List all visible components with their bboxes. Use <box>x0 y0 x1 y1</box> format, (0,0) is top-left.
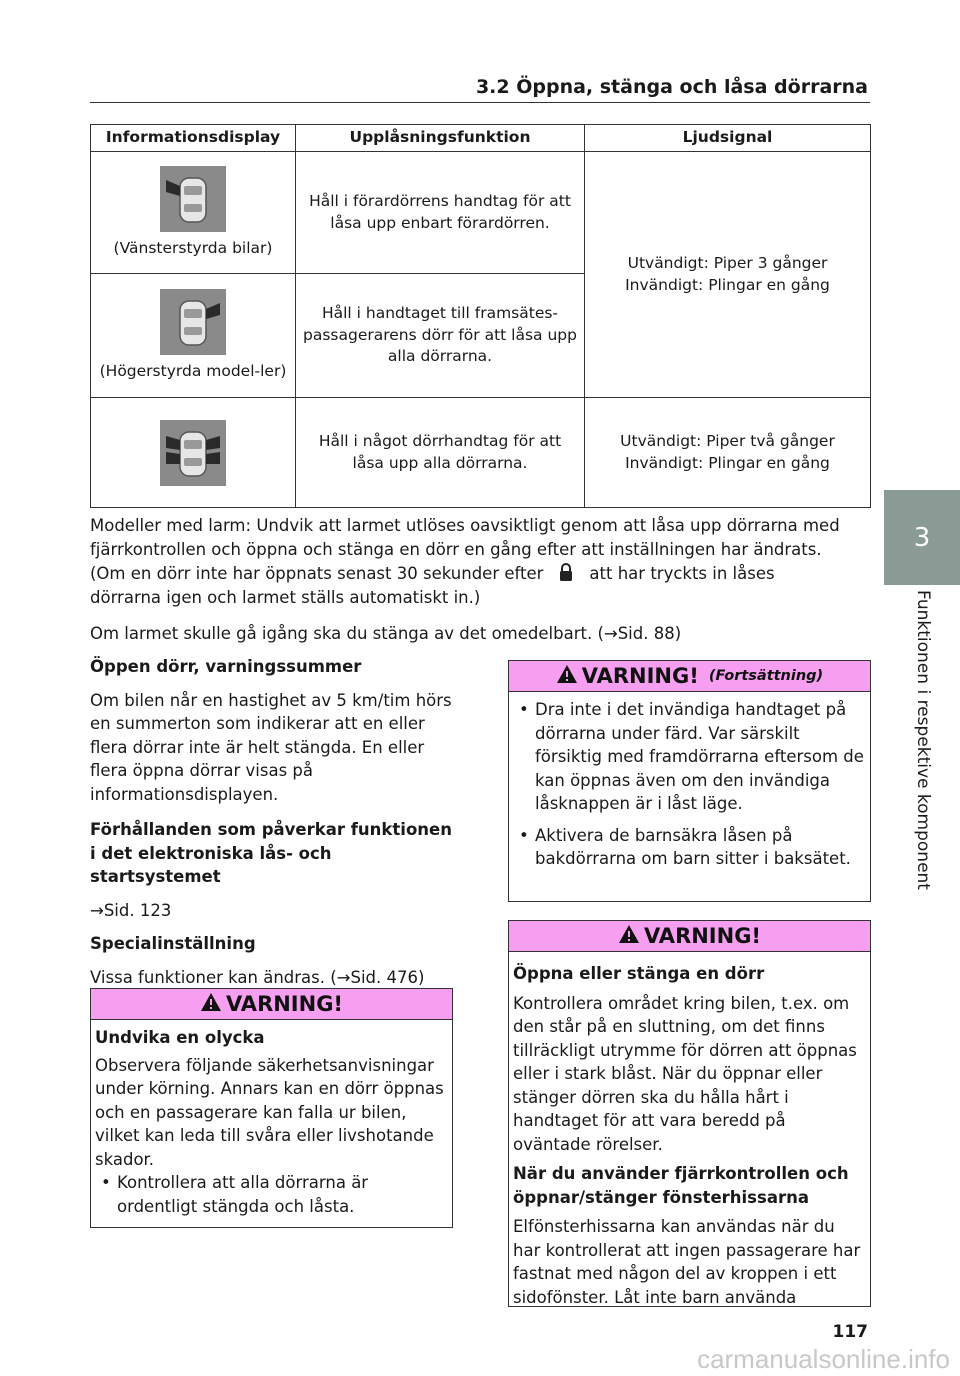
warning-box-continued <box>508 660 871 902</box>
lock-button-icon <box>557 562 575 589</box>
warning-bullet: • Dra inte i det invändiga handtaget på dörrarna under färd. Var särskilt försiktig med framdörrarna eftersom de kan öppnas även om den invändiga låsknappen är i låst läge. <box>513 698 866 816</box>
function-cell: Håll i förardörrens handtag för att låsa upp enbart förardörren. <box>296 152 585 274</box>
conditions-title: Förhållanden som påverkar funktionen i det elektroniska lås- och startsystemet <box>90 820 452 886</box>
alarm-note-line2: fjärrkontrollen och öppna och stänga en dörr en gång efter att inställningen har ändrats. <box>90 540 822 559</box>
alarm-note-line4: dörrarna igen och larmet ställs automatiskt in.) <box>90 588 481 607</box>
warning-body <box>91 1020 452 1218</box>
display-cell <box>91 274 296 398</box>
warning-bullet: • Aktivera de barnsäkra låsen på bakdörrarna om barn sitter i baksätet. <box>513 824 866 871</box>
warning-label: VARNING! <box>581 664 699 688</box>
chapter-tab <box>884 490 960 585</box>
sound-cell: Utvändigt: Piper 3 gånger Invändigt: Plingar en gång <box>585 152 871 398</box>
display-cell <box>91 152 296 274</box>
left-column <box>90 655 455 989</box>
warning-triangle-icon <box>200 992 222 1017</box>
table-header-display: Informationsdisplay <box>91 125 296 152</box>
warning-body <box>509 692 870 871</box>
alarm-note-line3 <box>90 562 775 589</box>
sound-cell: Utvändigt: Piper två gånger Invändigt: Plingar en gång <box>585 398 871 508</box>
display-caption: (Vänsterstyrda bilar) <box>113 238 273 257</box>
warning-box-accident <box>90 988 453 1228</box>
warning-text: Elfönsterhissarna kan användas när du har kontrollerat att ingen passagerare har fastnat med någon del av kroppen i ett sidofönster. Låt inte barn använda <box>513 1217 861 1307</box>
conditions-ref: →Sid. 123 <box>90 900 172 920</box>
display-cell <box>91 398 296 508</box>
alarm-note-line3b: att har tryckts in låses <box>589 564 775 583</box>
warning-box-door <box>508 920 871 1307</box>
warning-header <box>509 921 870 952</box>
warning-header <box>509 661 870 692</box>
warning-triangle-icon <box>618 924 640 949</box>
warning-body <box>509 952 870 1309</box>
function-cell: Håll i något dörrhandtag för att låsa upp alla dörrarna. <box>296 398 585 508</box>
table-header-row <box>91 125 871 152</box>
function-cell: Håll i handtaget till framsätes-passagerarens dörr för att låsa upp alla dörrarna. <box>296 274 585 398</box>
special-text: Vissa funktioner kan ändras. (→Sid. 476) <box>90 967 425 987</box>
alarm-note-line1: Modeller med larm: Undvik att larmet utlöses oavsiktligt genom att låsa upp dörrarna med <box>90 516 840 535</box>
warning-continued-label: (Fortsättning) <box>708 668 824 684</box>
table-header-sound: Ljudsignal <box>585 125 871 152</box>
warning-label: VARNING! <box>643 924 762 948</box>
table-row <box>91 152 871 274</box>
unlock-function-table <box>90 124 871 508</box>
warning-bullet: • Kontrollera att alla dörrarna är ordentligt stängda och låsta. <box>95 1171 448 1218</box>
display-caption: (Högerstyrda model-ler) <box>99 361 287 380</box>
car-front-left-door-open-icon <box>160 166 226 232</box>
warning-title: Undvika en olycka <box>95 1028 265 1047</box>
chapter-number: 3 <box>913 522 931 553</box>
table-header-function: Upplåsningsfunktion <box>296 125 585 152</box>
table-row <box>91 398 871 508</box>
section-title: 3.2 Öppna, stänga och låsa dörrarna <box>475 76 868 98</box>
chapter-label: Funktionen i respektive komponent <box>913 590 933 890</box>
door-open-text: Om bilen når en hastighet av 5 km/tim hörs en summerton som indikerar att en eller flera dörrar inte är helt stängda. En eller flera öppna dörrar visas på informationsdisplayen. <box>90 690 452 804</box>
header-rule <box>90 102 870 103</box>
warning-header <box>91 989 452 1020</box>
door-open-title: Öppen dörr, varningssummer <box>90 657 362 676</box>
watermark: carmanualsonline.info <box>697 1344 950 1374</box>
page-number: 117 <box>832 1322 868 1342</box>
warning-text: Kontrollera området kring bilen, t.ex. om den står på en sluttning, om det finns tillräckligt utrymme för dörren att öppnas eller i stark blåst. När du öppnar eller stänger dörren ska du hålla hårt i handtaget för att vara beredd på oväntade rörelser. <box>513 993 857 1154</box>
car-front-right-door-open-icon <box>160 289 226 355</box>
car-all-doors-open-icon <box>160 420 226 486</box>
warning-text: Observera följande säkerhetsanvisningar under körning. Annars kan en dörr öppnas och en passagerare kan falla ur bilen, vilket kan leda till svåra eller livshotande skador. <box>95 1055 444 1169</box>
alarm-stop-text: Om larmet skulle gå igång ska du stänga av det omedelbart. (→Sid. 88) <box>90 624 682 643</box>
alarm-note-line3a: (Om en dörr inte har öppnats senast 30 sekunder efter <box>90 564 544 583</box>
warning-label: VARNING! <box>225 992 344 1016</box>
warning-title: När du använder fjärrkontrollen och öppnar/stänger fönsterhissarna <box>513 1164 849 1207</box>
warning-triangle-icon <box>556 664 578 689</box>
warning-title: Öppna eller stänga en dörr <box>513 964 765 983</box>
special-title: Specialinställning <box>90 934 256 953</box>
